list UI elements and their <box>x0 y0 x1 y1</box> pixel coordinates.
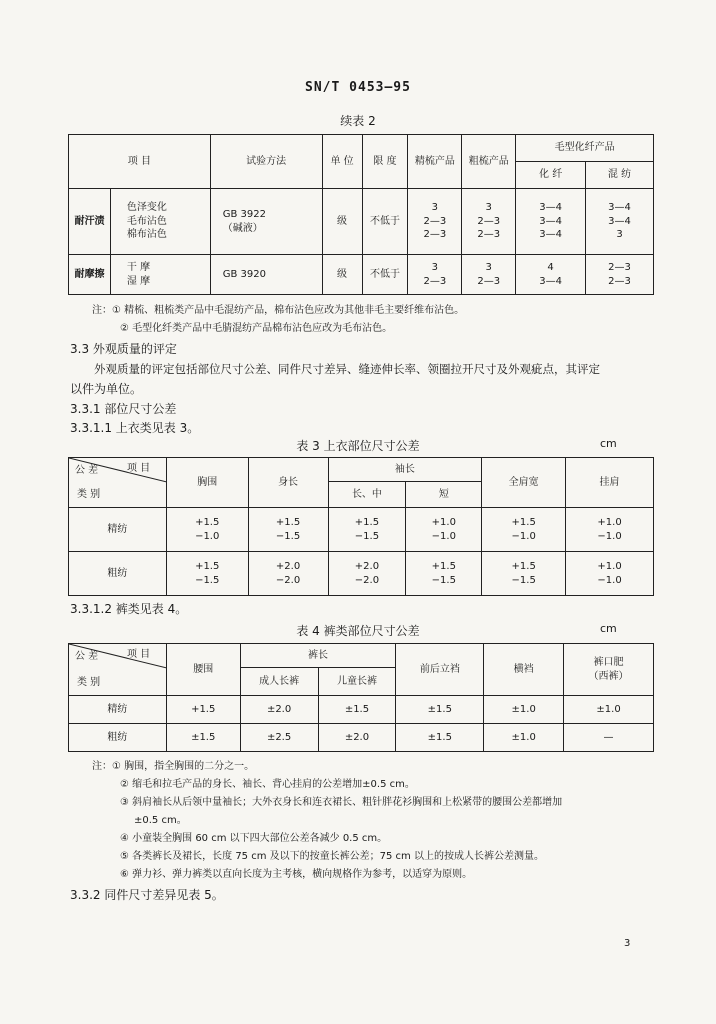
cell-value: +2.0 <box>354 561 380 572</box>
table3-caption: 表 3 上衣部位尺寸公差 <box>296 439 420 453</box>
sweat-method-code: GB 3922 <box>222 209 266 220</box>
cell-value: +1.5 <box>354 517 380 528</box>
cell-value: 2—3 <box>423 229 447 241</box>
rub-blend <box>586 255 654 295</box>
cell-value: 4 <box>547 262 554 273</box>
table2-note-2: ② 毛型化纤类产品中毛腈混纺产品棉布沾色应改为毛布沾色。 <box>120 323 393 334</box>
sweat-method <box>210 189 322 255</box>
rub-item: 湿 摩 <box>126 275 151 287</box>
table4-note-1: 注：① 胸围，指全胸围的二分之一。 <box>92 761 255 772</box>
header-method: 试验方法 <box>210 135 322 189</box>
rub-unit: 级 <box>322 255 362 295</box>
header-adult: 成人长裤 <box>240 668 318 696</box>
cell <box>406 508 482 552</box>
table-4 <box>68 643 654 752</box>
cell-value: 3 <box>431 202 439 214</box>
diag-right-label: 项 目 <box>127 649 151 660</box>
row-label-coarse: 粗纺 <box>69 552 167 596</box>
rub-item: 干 摩 <box>126 262 151 273</box>
header-short: 短 <box>406 482 482 508</box>
cell-value: ±2.5 <box>240 724 318 752</box>
header-unit: 单 位 <box>322 135 362 189</box>
cell-value: 2—3 <box>423 215 447 227</box>
cell-value: 2—3 <box>477 275 501 287</box>
diag-top-label: 公 差 <box>75 651 99 662</box>
cell <box>166 508 248 552</box>
sweat-item: 色泽变化 <box>126 202 167 214</box>
cell-value: 3—4 <box>539 229 562 241</box>
cell-value: +1.5 <box>195 561 220 572</box>
cell-value: −1.5 <box>431 574 456 586</box>
cell <box>248 508 328 552</box>
section-3-3-1: 3.3.1 部位尺寸公差 <box>70 402 177 416</box>
table4-note-6: ⑥ 弹力衫、弹力裤类以直向长度为主考核，横向规格作为参考，以适穿为原则。 <box>120 869 473 880</box>
header-fine: 精梳产品 <box>408 135 462 189</box>
row-label-coarse: 粗纺 <box>69 724 167 752</box>
cell-value: 3 <box>431 262 439 273</box>
rub-limit: 不低于 <box>362 255 408 295</box>
table4-diagonal-header <box>69 644 167 696</box>
section-3-3-para-cont: 以件为单位。 <box>70 382 143 396</box>
table3-diagonal-header <box>69 458 167 508</box>
table4-note-3-cont: ±0.5 cm。 <box>134 815 187 826</box>
cell <box>482 508 566 552</box>
header-cross: 横裆 <box>484 644 564 696</box>
header-hem-sub: （西裤） <box>588 670 629 682</box>
cell-value: −2.0 <box>275 574 301 586</box>
cell-value: +1.5 <box>166 696 240 724</box>
cell-value: ±1.0 <box>484 724 564 752</box>
cell-value: +1.5 <box>431 561 456 572</box>
section-3-3-title: 3.3 外观质量的评定 <box>70 342 177 356</box>
cell-value: ±1.0 <box>564 696 654 724</box>
rub-fine <box>408 255 462 295</box>
header-shoulder: 全肩宽 <box>482 458 566 508</box>
cell-value: ±1.5 <box>166 724 240 752</box>
header-chest: 胸围 <box>166 458 248 508</box>
cell-value: +2.0 <box>275 561 301 572</box>
page-header-code: SN/T 0453—95 <box>305 80 411 95</box>
header-sleeve: 袖长 <box>328 458 482 482</box>
table3-unit: cm <box>600 437 617 450</box>
diag-top-label: 公 差 <box>75 465 99 476</box>
table4-caption: 表 4 裤类部位尺寸公差 <box>296 624 420 638</box>
cell-value: 3—4 <box>539 202 562 214</box>
cell-value: −1.0 <box>431 530 456 542</box>
header-limit: 限 度 <box>362 135 408 189</box>
table4-note-3: ③ 斜肩袖长从后领中量袖长；大外衣身长和连衣裙长、粗针胖花衫胸围和上松紧带的腰围公差都增加 <box>120 797 563 808</box>
cell <box>566 552 654 596</box>
sweat-limit: 不低于 <box>362 189 408 255</box>
cell-value: ±1.0 <box>484 696 564 724</box>
cell-value: −1.5 <box>195 574 220 586</box>
cell <box>248 552 328 596</box>
sweat-coarse <box>462 189 516 255</box>
cell-value: — <box>564 724 654 752</box>
cell-value: ±2.0 <box>318 724 396 752</box>
cell-value: 3 <box>485 262 492 273</box>
sweat-blend <box>586 189 654 255</box>
cell-value: ±2.0 <box>240 696 318 724</box>
cell-value: −1.5 <box>354 530 380 542</box>
cell-value: +1.0 <box>431 517 456 528</box>
sweat-unit: 级 <box>322 189 362 255</box>
cell-value: ±1.5 <box>318 696 396 724</box>
rub-chem <box>516 255 586 295</box>
table4-unit: cm <box>600 622 617 635</box>
cell <box>328 508 406 552</box>
header-child: 儿童长裤 <box>318 668 396 696</box>
header-pants-length: 裤长 <box>240 644 396 668</box>
cell-value: +1.0 <box>597 517 622 528</box>
rub-coarse <box>462 255 516 295</box>
cell-value: +1.5 <box>275 517 301 528</box>
sweat-items <box>110 189 210 255</box>
cell-value: 2—3 <box>477 229 501 241</box>
cell-value: 3 <box>485 202 492 214</box>
section-3-3-2: 3.3.2 同件尺寸差异见表 5。 <box>70 888 224 902</box>
header-wool: 毛型化纤产品 <box>516 135 654 162</box>
rub-items <box>110 255 210 295</box>
sweat-method-note: （碱液） <box>222 222 263 234</box>
cell-value: +1.5 <box>195 517 220 528</box>
header-long-mid: 长、中 <box>328 482 406 508</box>
header-hang: 挂肩 <box>566 458 654 508</box>
table-3 <box>68 457 654 596</box>
header-item: 项 目 <box>69 135 211 189</box>
row-label-fine: 精纺 <box>69 508 167 552</box>
header-length: 身长 <box>248 458 328 508</box>
sweat-chem <box>516 189 586 255</box>
cell <box>406 552 482 596</box>
cell-value: 3—4 <box>539 215 562 227</box>
diag-bottom-label: 类 别 <box>77 489 101 500</box>
sweat-item: 棉布沾色 <box>126 229 167 241</box>
cell-value: −1.0 <box>511 530 536 542</box>
cell-value: −1.0 <box>597 530 622 542</box>
header-waist: 腰围 <box>166 644 240 696</box>
cell-value: 3 <box>616 229 623 241</box>
header-chem: 化 纤 <box>516 162 586 189</box>
table4-note-4: ④ 小童装全胸围 60 cm 以下四大部位公差各减少 0.5 cm。 <box>120 833 388 844</box>
page-number: 3 <box>624 938 631 949</box>
row-label-rub: 耐摩擦 <box>69 255 111 295</box>
table2-caption: 续表 2 <box>340 114 376 128</box>
cell-value: −1.0 <box>597 574 622 586</box>
table2-note-1: 注：① 精梳、粗梳类产品中毛混纺产品，棉布沾色应改为其他非毛主要纤维布沾色。 <box>92 305 465 316</box>
header-crotch: 前后立裆 <box>396 644 484 696</box>
cell-value: 2—3 <box>423 275 447 287</box>
table4-note-2: ② 缩毛和拉毛产品的身长、袖长、背心挂肩的公差增加±0.5 cm。 <box>120 779 415 790</box>
table-2 <box>68 134 654 295</box>
cell-value: −2.0 <box>354 574 380 586</box>
row-label-fine: 精纺 <box>69 696 167 724</box>
header-hem <box>564 644 654 696</box>
cell <box>328 552 406 596</box>
section-3-3-1-2: 3.3.1.2 裤类见表 4。 <box>70 602 188 616</box>
cell <box>566 508 654 552</box>
cell-value: −1.5 <box>275 530 301 542</box>
section-3-3-1-1: 3.3.1.1 上衣类见表 3。 <box>70 421 200 435</box>
header-coarse: 粗梳产品 <box>462 135 516 189</box>
diag-right-label: 项 目 <box>127 463 151 474</box>
cell-value: 2—3 <box>608 275 631 287</box>
cell-value: −1.5 <box>511 574 536 586</box>
diag-bottom-label: 类 别 <box>77 677 101 688</box>
rub-method: GB 3920 <box>210 255 322 295</box>
cell-value: +1.5 <box>511 517 536 528</box>
row-label-sweat: 耐汗渍 <box>69 189 111 255</box>
cell <box>482 552 566 596</box>
cell-value: +1.0 <box>597 561 622 572</box>
section-3-3-para: 外观质量的评定包括部位尺寸公差、同件尺寸差异、缝迹伸长率、领圈拉开尺寸及外观疵点，其评定 <box>94 362 600 376</box>
cell-value: +1.5 <box>511 561 536 572</box>
cell-value: ±1.5 <box>396 724 484 752</box>
cell-value: 2—3 <box>608 262 631 273</box>
header-hem-label: 裤口肥 <box>593 657 624 668</box>
cell-value: ±1.5 <box>396 696 484 724</box>
cell <box>166 552 248 596</box>
sweat-fine <box>408 189 462 255</box>
cell-value: 3—4 <box>539 275 562 287</box>
cell-value: 2—3 <box>477 215 501 227</box>
cell-value: 3—4 <box>608 215 631 227</box>
sweat-item: 毛布沾色 <box>126 215 167 227</box>
header-blend: 混 纺 <box>586 162 654 189</box>
table4-note-5: ⑤ 各类裤长及裙长，长度 75 cm 及以下的按童长裤公差；75 cm 以上的按成人长裤公差测量。 <box>120 851 544 862</box>
cell-value: 3—4 <box>608 202 631 214</box>
cell-value: −1.0 <box>195 530 220 542</box>
